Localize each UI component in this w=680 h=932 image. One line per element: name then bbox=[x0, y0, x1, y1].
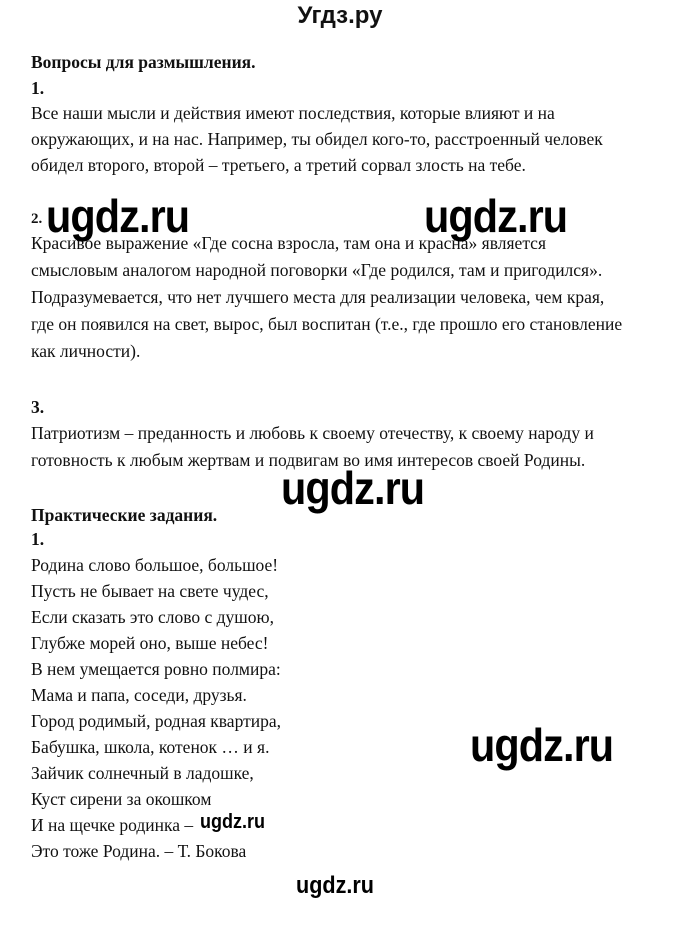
poem-line: Это тоже Родина. – Т. Бокова bbox=[31, 841, 247, 861]
poem-line: Город родимый, родная квартира, bbox=[31, 711, 281, 731]
poem-line: Глубже морей оно, выше небес! bbox=[31, 633, 269, 653]
poem-line: Родина слово большое, большое! bbox=[31, 555, 279, 575]
poem-line: Куст сирени за окошком bbox=[31, 789, 212, 809]
text-line: окружающих, и на нас. Например, ты обидел кого-то, расстроенный человек bbox=[31, 129, 603, 149]
watermark: ugdz.ru bbox=[424, 190, 568, 242]
text-line: как личности). bbox=[31, 341, 141, 361]
item-number: 2. bbox=[31, 211, 43, 227]
text-line: Все наши мысли и действия имеют последствия, которые влияют и на bbox=[31, 103, 555, 123]
poem-line: Мама и папа, соседи, друзья. bbox=[31, 685, 247, 705]
text-line: готовность к любым жертвам и подвигам во имя интересов своей Родины. bbox=[31, 450, 586, 470]
watermark: ugdz.ru bbox=[281, 462, 425, 514]
text-line: Красивое выражение «Где сосна взросла, там она и красна» является bbox=[31, 233, 546, 253]
text-line: Патриотизм – преданность и любовь к своему отечеству, к своему народу и bbox=[31, 423, 594, 443]
poem-line: Зайчик солнечный в ладошке, bbox=[31, 763, 254, 783]
text-line: смысловым аналогом народной поговорки «Где родился, там и пригодился». bbox=[31, 260, 603, 280]
watermark: ugdz.ru bbox=[470, 719, 614, 771]
text-line: где он появился на свет, вырос, был воспитан (т.е., где прошло его становление bbox=[31, 314, 623, 334]
poem-line: В нем умещается ровно полмира: bbox=[31, 659, 281, 679]
poem-line: И на щечке родинка – bbox=[31, 815, 194, 835]
item-number: 1. bbox=[31, 78, 45, 98]
poem-line: Если сказать это слово с душою, bbox=[31, 607, 274, 627]
watermark: ugdz.ru bbox=[46, 190, 190, 242]
site-title: Угдз.ру bbox=[297, 2, 383, 29]
poem-line: Бабушка, школа, котенок … и я. bbox=[31, 737, 270, 757]
poem-line: Пусть не бывает на свете чудес, bbox=[31, 581, 269, 601]
watermark: ugdz.ru bbox=[200, 811, 265, 833]
section-heading: Вопросы для размышления. bbox=[31, 52, 256, 72]
text-line: обидел второго, второй – третьего, а третий сорвал злость на тебе. bbox=[31, 155, 526, 175]
section-heading: Практические задания. bbox=[31, 505, 218, 525]
watermark: ugdz.ru bbox=[296, 872, 374, 899]
item-number: 1. bbox=[31, 529, 45, 549]
item-number: 3. bbox=[31, 397, 45, 417]
text-line: Подразумевается, что нет лучшего места для реализации человека, чем края, bbox=[31, 287, 605, 307]
